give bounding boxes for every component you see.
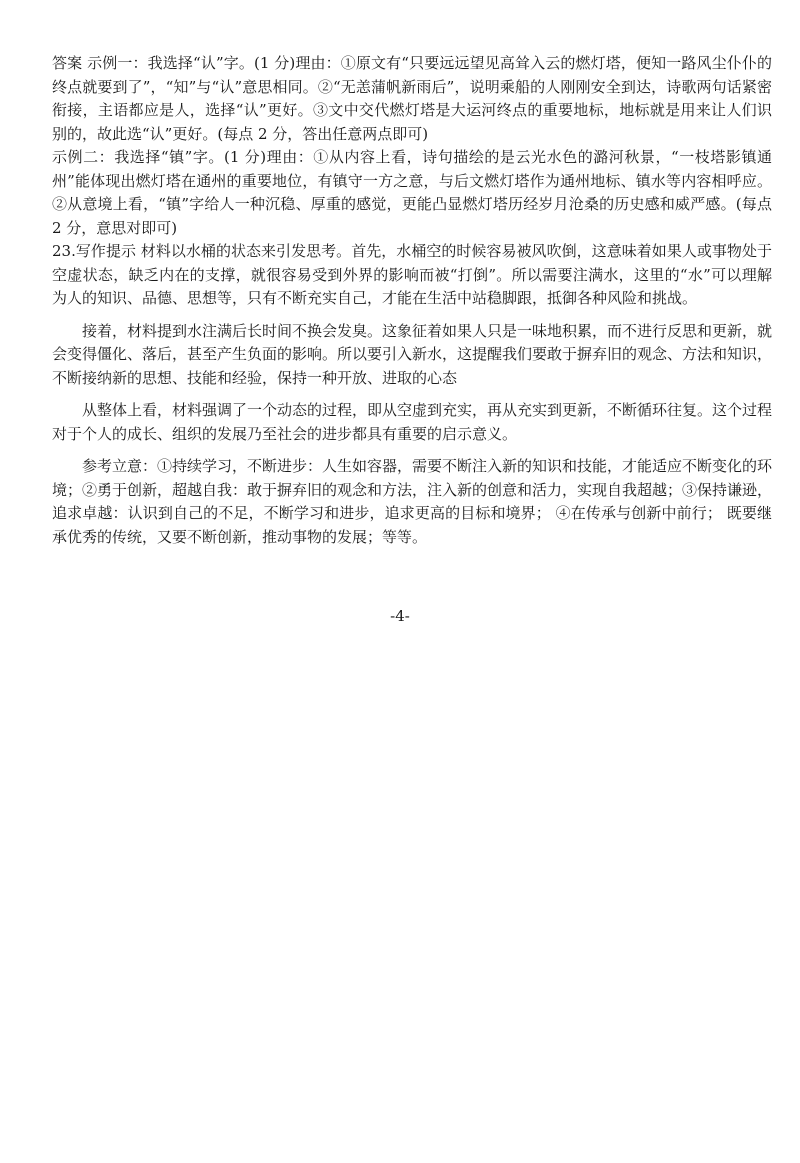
- page-number: -4-: [390, 607, 410, 625]
- question-23-paragraph-3: 从整体上看，材料强调了一个动态的过程，即从空虚到充实，再从充实到更新，不断循环往复。这个过程对于个人的成长、组织的发展乃至社会的进步都具有重要的启示意义。: [52, 401, 773, 443]
- answer-example-2: 示例二：我选择“镇”字。(1 分)理由：①从内容上看，诗句描绘的是云光水色的潞河秋景，“一枝塔影镇通州”能体现出燃灯塔在通州的重要地位，有镇守一方之意，与后文燃灯塔作为通州地标、镇水等内容相呼应。②从意境上看，“镇”字给人一种沉稳、厚重的感觉，更能凸显燃灯塔历经岁月沧桑的历史感和威严感。(每点 2 分，意思对即可): [52, 148, 772, 237]
- document-body: [52, 52, 772, 549]
- question-23-intro: 23.写作提示 材料以水桶的状态来引发思考。首先，水桶空的时候容易被风吹倒，这意味着如果人或事物处于空虚状态，缺乏内在的支撑，就很容易受到外界的影响而被“打倒”。所以需要注满水，这里的“水”可以理解为人的知识、品德、思想等，只有不断充实自己，才能在生活中站稳脚跟，抵御各种风险和挑战。: [52, 242, 772, 307]
- answer-example-1: 答案 示例一：我选择“认”字。(1 分)理由：①原文有“只要远远望见高耸入云的燃灯塔，便知一路风尘仆仆的终点就要到了”，“知”与“认”意思相同。②“无恙蒲帆新雨后”，说明乘船的人刚刚安全到达，诗歌两句话紧密衔接，主语都应是人，选择“认”更好。③文中交代燃灯塔是大运河终点的重要地标，地标就是用来让人们识别的，故此选“认”更好。(每点 2 分，答出任意两点即可): [52, 54, 772, 143]
- question-23-paragraph-2: 接着，材料提到水注满后长时间不换会发臭。这象征着如果人只是一味地积累，而不进行反思和更新，就会变得僵化、落后，甚至产生负面的影响。所以要引入新水，这提醒我们要敢于摒弃旧的观念、方法和知识，不断接纳新的思想、技能和经验，保持一种开放、进取的心态: [52, 321, 773, 387]
- question-23-reference-ideas: 参考立意：①持续学习，不断进步：人生如容器，需要不断注入新的知识和技能，才能适应不断变化的环境；②勇于创新，超越自我：敢于摒弃旧的观念和方法，注入新的创意和活力，实现自我超越；③保持谦逊，追求卓越：认识到自己的不足，不断学习和进步，追求更高的目标和境界； ④在传承与创新中前行； 既要继承优秀的传统，又要不断创新，推动事物的发展；等等。: [52, 457, 773, 546]
